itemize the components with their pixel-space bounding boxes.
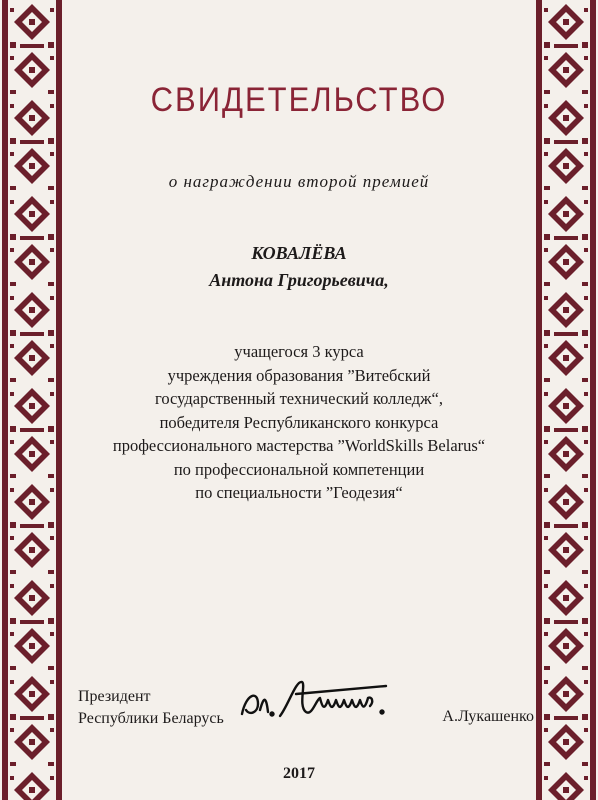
body-line: учащегося 3 курса <box>234 342 364 361</box>
certificate-content <box>64 0 534 800</box>
body-line: по специальности ”Геодезия“ <box>195 483 403 502</box>
body-line: государственный технический колледж“, <box>155 389 443 408</box>
body-line: профессионального мастерства ”WorldSkills Belarus“ <box>112 436 486 455</box>
ornament-border-left <box>0 0 64 800</box>
body-line: учреждения образования ”Витебский <box>167 365 431 385</box>
ornament-border-right <box>534 0 598 800</box>
certificate-body <box>64 340 534 505</box>
recipient-names: Антона Григорьевича, <box>209 270 389 290</box>
signatory-title <box>78 686 224 730</box>
handwritten-signature <box>236 676 426 724</box>
body-line: победителя Республиканского конкурса <box>159 412 439 432</box>
ornament-pattern-left <box>0 0 64 800</box>
recipient-surname: КОВАЛЁВА <box>251 243 347 263</box>
signatory-name: А.Лукашенко <box>442 708 534 725</box>
signatory-title-line1: Президент <box>78 688 151 705</box>
certificate-title: СВИДЕТЕЛЬСТВО <box>150 80 448 119</box>
signatory-title-line2: Республики Беларусь <box>78 710 224 727</box>
certificate-subtitle: о награждении второй премией <box>168 172 430 191</box>
ornament-pattern-right <box>534 0 598 800</box>
body-line: по профессиональной компетенции <box>173 459 425 479</box>
certificate-year: 2017 <box>283 765 315 782</box>
